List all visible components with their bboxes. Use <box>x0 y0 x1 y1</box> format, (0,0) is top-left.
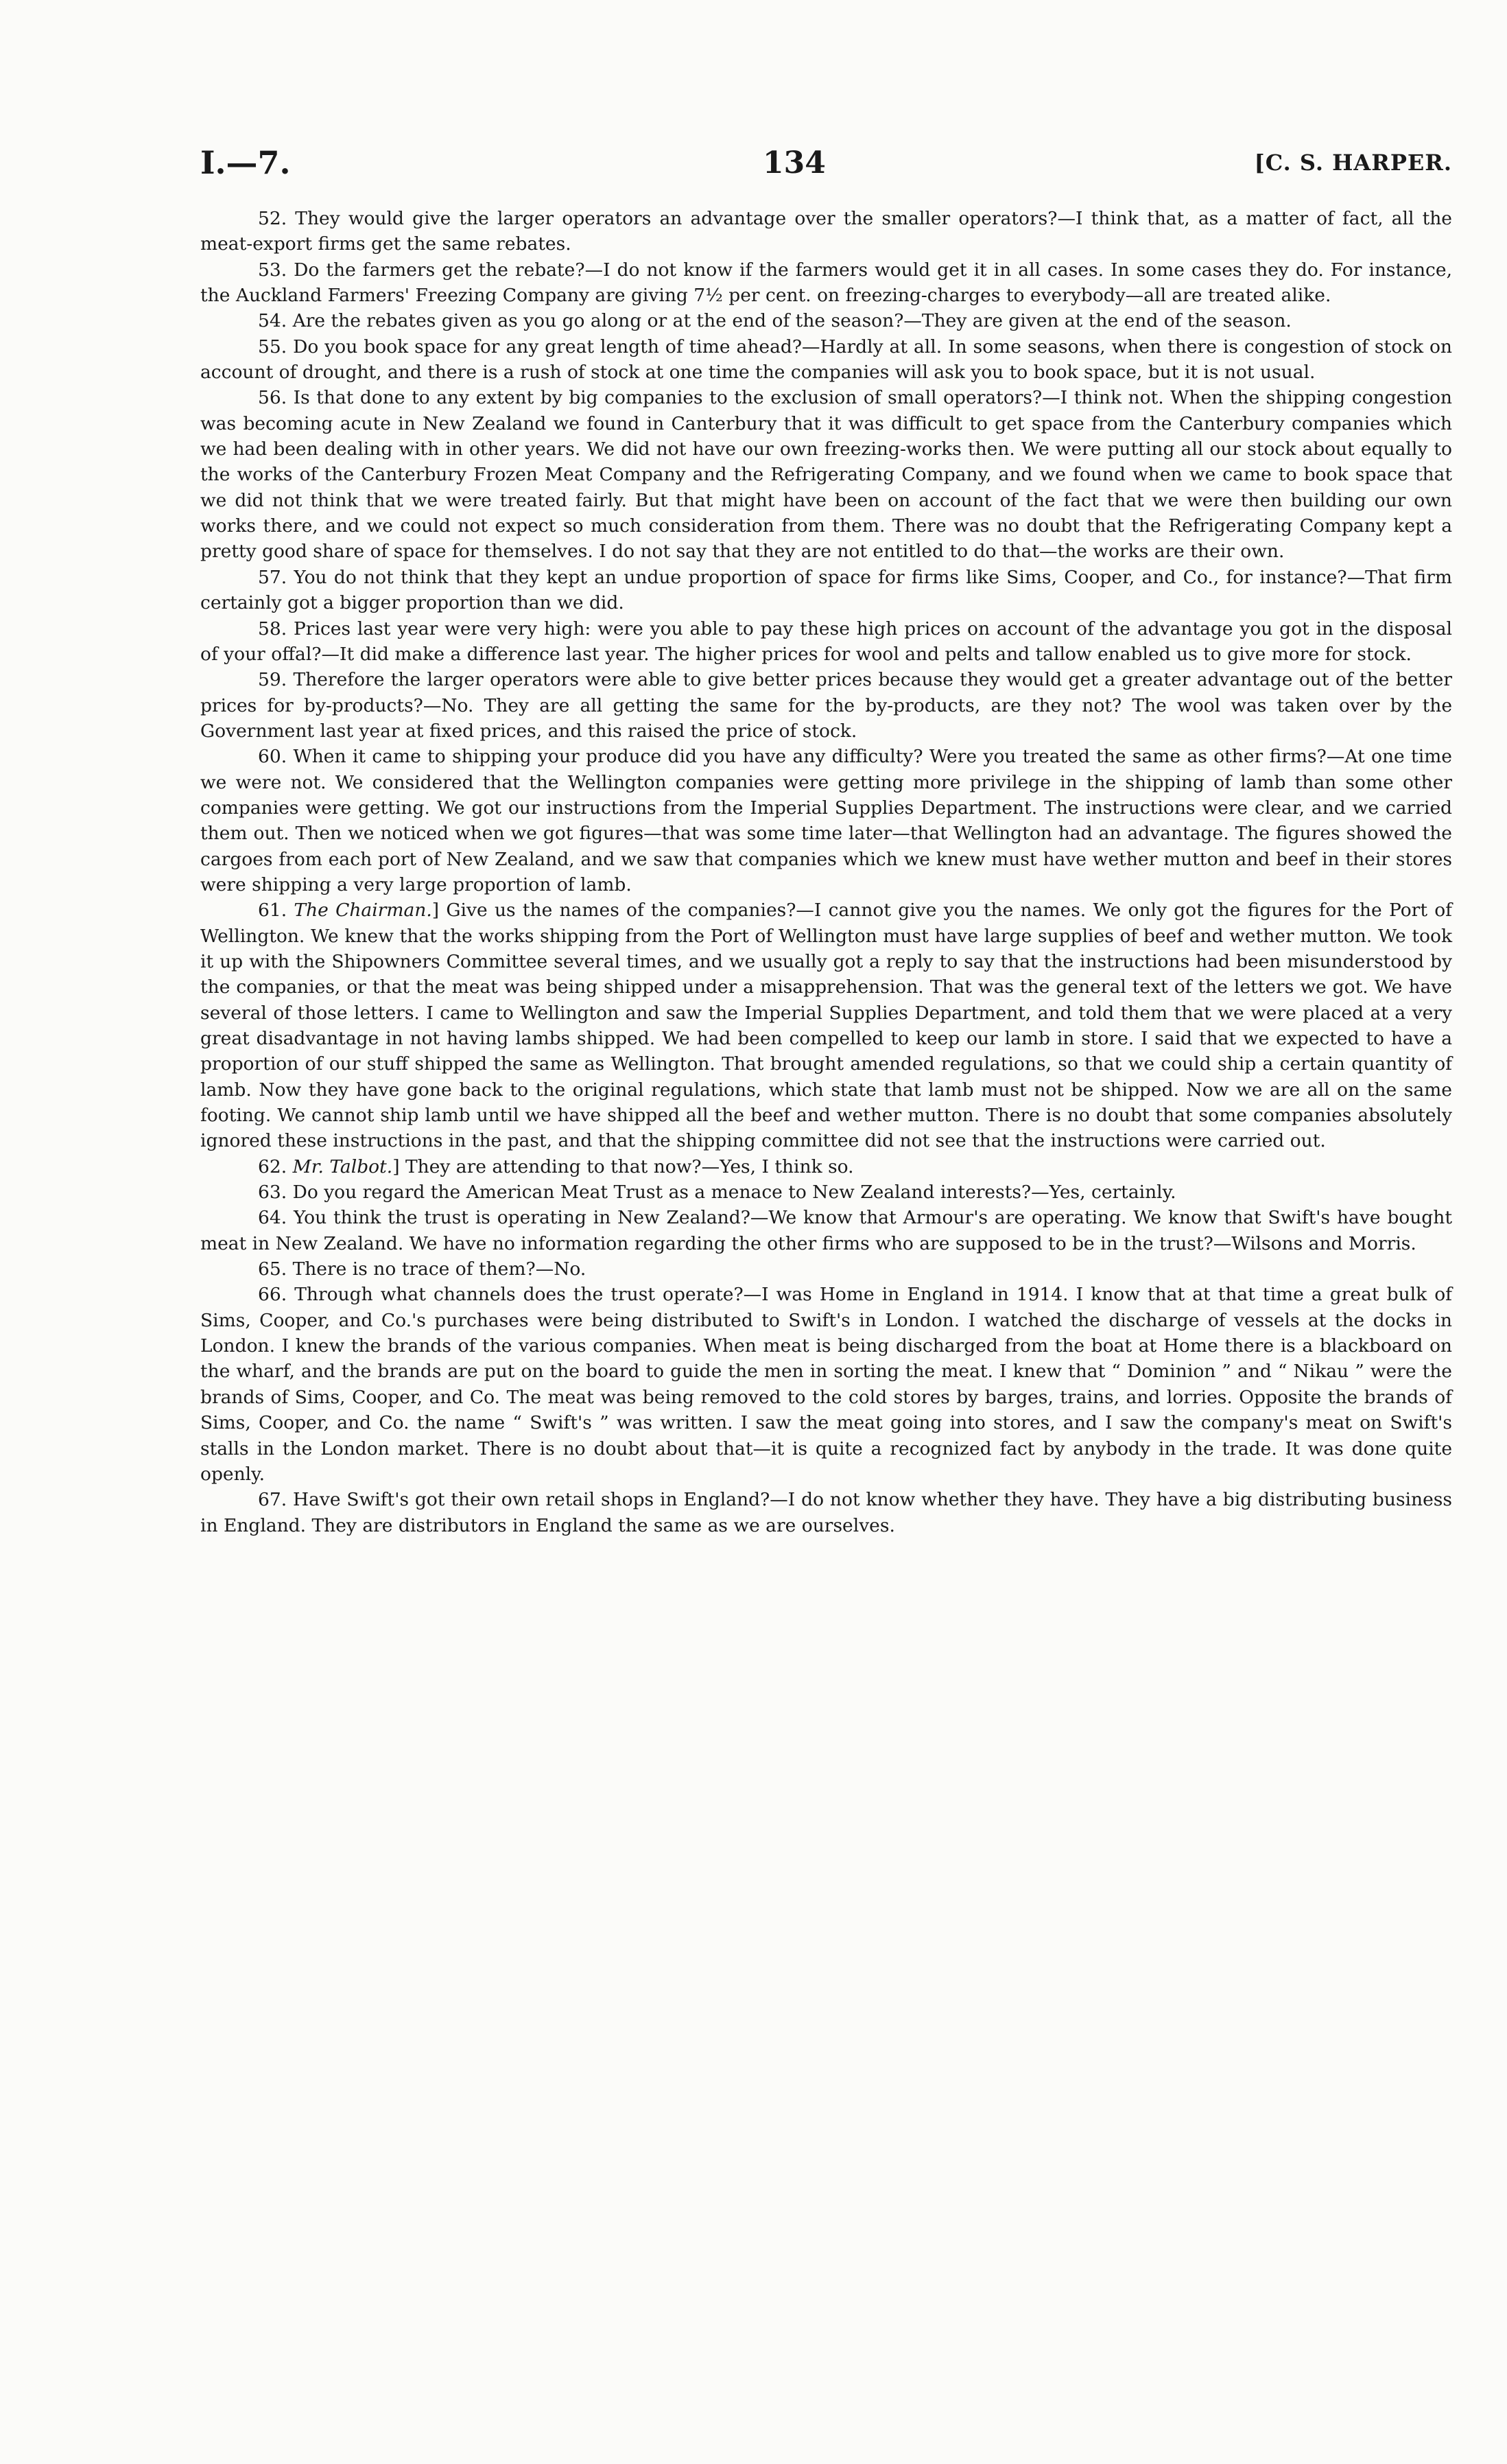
paragraph-text: ] They are attending to that now?—Yes, I think so. <box>392 1155 854 1177</box>
witness-name: [C. S. HARPER. <box>1254 150 1452 176</box>
paragraph-q53: 53. Do the farmers get the rebate?—I do not know if the farmers would get it in all cases. In some cases they do. For instance, the Auckland Farmers' Freezing Company are giving 7½ per cent. on freezing-charges to everybody—all are treated alike. <box>200 259 1452 307</box>
paragraph-q54: 54. Are the rebates given as you go along or at the end of the season?—They are given at the end of the season. <box>258 310 1292 332</box>
paragraph-q61 <box>200 897 1452 1153</box>
paragraph-text: ] Give us the names of the companies?—I cannot give you the names. We only got the figures for the Port of Wellington. We knew that the works shipping from the Port of Wellington must have large supplies of beef and wether mutton. We took it up with the Shipowners Committee several times, and we usually got a reply to say that the instructions had been misunderstood by the companies, or that the meat was being shipped under a misapprehension. That was the general text of the letters we got. We have several of those letters. I came to Wellington and saw the Imperial Supplies Department, and told them that we were placed at a very great disadvantage in not having lambs shipped. We had been compelled to keep our lamb in store. I said that we expected to have a proportion of our stuff shipped the same as Wellington. That brought amended regulations, so that we could ship a certain quantity of lamb. Now they have gone back to the original regulations, which state that lamb must not be shipped. Now we are all on the same footing. We cannot ship lamb until we have shipped all the beef and wether mutton. There is no doubt that some companies absolutely ignored these instructions in the past, and that the shipping committee did not see that the instructions were carried out. <box>200 900 1452 1152</box>
paragraph-q52: 52. They would give the larger operators an advantage over the smaller operators?—I think that, as a matter of fact, all the meat-export firms get the same rebates. <box>200 208 1452 255</box>
page-header <box>200 144 1452 192</box>
page-number: 134 <box>763 145 826 180</box>
paragraph-q66: 66. Through what channels does the trust operate?—I was Home in England in 1914. I know that at that time a great bulk of Sims, Cooper, and Co.'s purchases were being distributed to Swift's in London. I watched the discharge of vessels at the docks in London. I knew the brands of the various companies. When meat is being discharged from the boat at Home there is a blackboard on the wharf, and the brands are put on the board to guide the men in sorting the meat. I knew that “ Dominion ” and “ Nikau ” were the brands of Sims, Cooper, and Co. The meat was being removed to the cold stores by barges, trains, and lorries. Opposite the brands of Sims, Cooper, and Co. the name “ Swift's ” was written. I saw the meat going into stores, and I saw the company's meat on Swift's stalls in the London market. There is no doubt about that—it is quite a recognized fact by anybody in the trade. It was done quite openly. <box>200 1284 1452 1485</box>
speaker-name: The Chairman. <box>294 900 432 922</box>
question-number: 62. <box>258 1155 293 1177</box>
paragraph-q56: 56. Is that done to any extent by big companies to the exclusion of small operators?—I think not. When the shipping congestion was becoming acute in New Zealand we found in Canterbury that it was difficult to get space from the Canterbury companies which we had been dealing with in other years. We did not have our own freezing-works then. We were putting all our stock about equally to the works of the Canterbury Frozen Meat Company and the Refrigerating Company, and we found when we came to book space that we did not think that we were treated fairly. But that might have been on account of the fact that we were then building our own works there, and we could not expect so much consideration from them. There was no doubt that the Refrigerating Company kept a pretty good share of space for themselves. I do not say that they are not entitled to do that—the works are their own. <box>200 387 1452 563</box>
paragraph-q64: 64. You think the trust is operating in New Zealand?—We know that Armour's are operating. We know that Swift's have bought meat in New Zealand. We have no information regarding the other firms who are supposed to be in the trust?—Wilsons and Morris. <box>200 1207 1452 1254</box>
document-reference: I.—7. <box>200 144 291 181</box>
paragraph-q63: 63. Do you regard the American Meat Trust as a menace to New Zealand interests?—Yes, certainly. <box>258 1182 1176 1204</box>
paragraph-q67: 67. Have Swift's got their own retail shops in England?—I do not know whether they have. They have a big distributing business in England. They are distributors in England the same as we are ourselves. <box>200 1489 1452 1536</box>
paragraph-q59: 59. Therefore the larger operators were able to give better prices because they would get a greater advantage out of the better prices for by-products?—No. They are all getting the same for the by-products, are they not? The wool was taken over by the Government last year at fixed prices, and this raised the price of stock. <box>200 669 1452 742</box>
paragraph-q62 <box>200 1154 1452 1180</box>
paragraph-q60: 60. When it came to shipping your produce did you have any difficulty? Were you treated the same as other firms?—At one time we were not. We considered that the Wellington companies were getting more privilege in the shipping of lamb than some other companies were getting. We got our instructions from the Imperial Supplies Department. The instructions were clear, and we carried them out. Then we noticed when we got figures—that was some time later—that Wellington had an advantage. The figures showed the cargoes from each port of New Zealand, and we saw that companies which we knew must have wether mutton and beef in their stores were shipping a very large proportion of lamb. <box>200 746 1452 895</box>
paragraph-q58: 58. Prices last year were very high: were you able to pay these high prices on account of the advantage you got in the disposal of your offal?—It did make a difference last year. The higher prices for wool and pelts and tallow enabled us to give more for stock. <box>200 618 1452 665</box>
speaker-name: Mr. Talbot. <box>292 1155 393 1177</box>
paragraph-q57: 57. You do not think that they kept an undue proportion of space for firms like Sims, Cooper, and Co., for instance?—That firm certainly got a bigger proportion than we did. <box>200 566 1452 614</box>
paragraph-q65: 65. There is no trace of them?—No. <box>258 1258 586 1280</box>
paragraph-q55: 55. Do you book space for any great length of time ahead?—Hardly at all. In some seasons, when there is congestion of stock on account of drought, and there is a rush of stock at one time the companies will ask you to book space, but it is not usual. <box>200 336 1452 384</box>
question-number: 61. <box>258 900 294 922</box>
transcript-body <box>200 206 1452 1538</box>
